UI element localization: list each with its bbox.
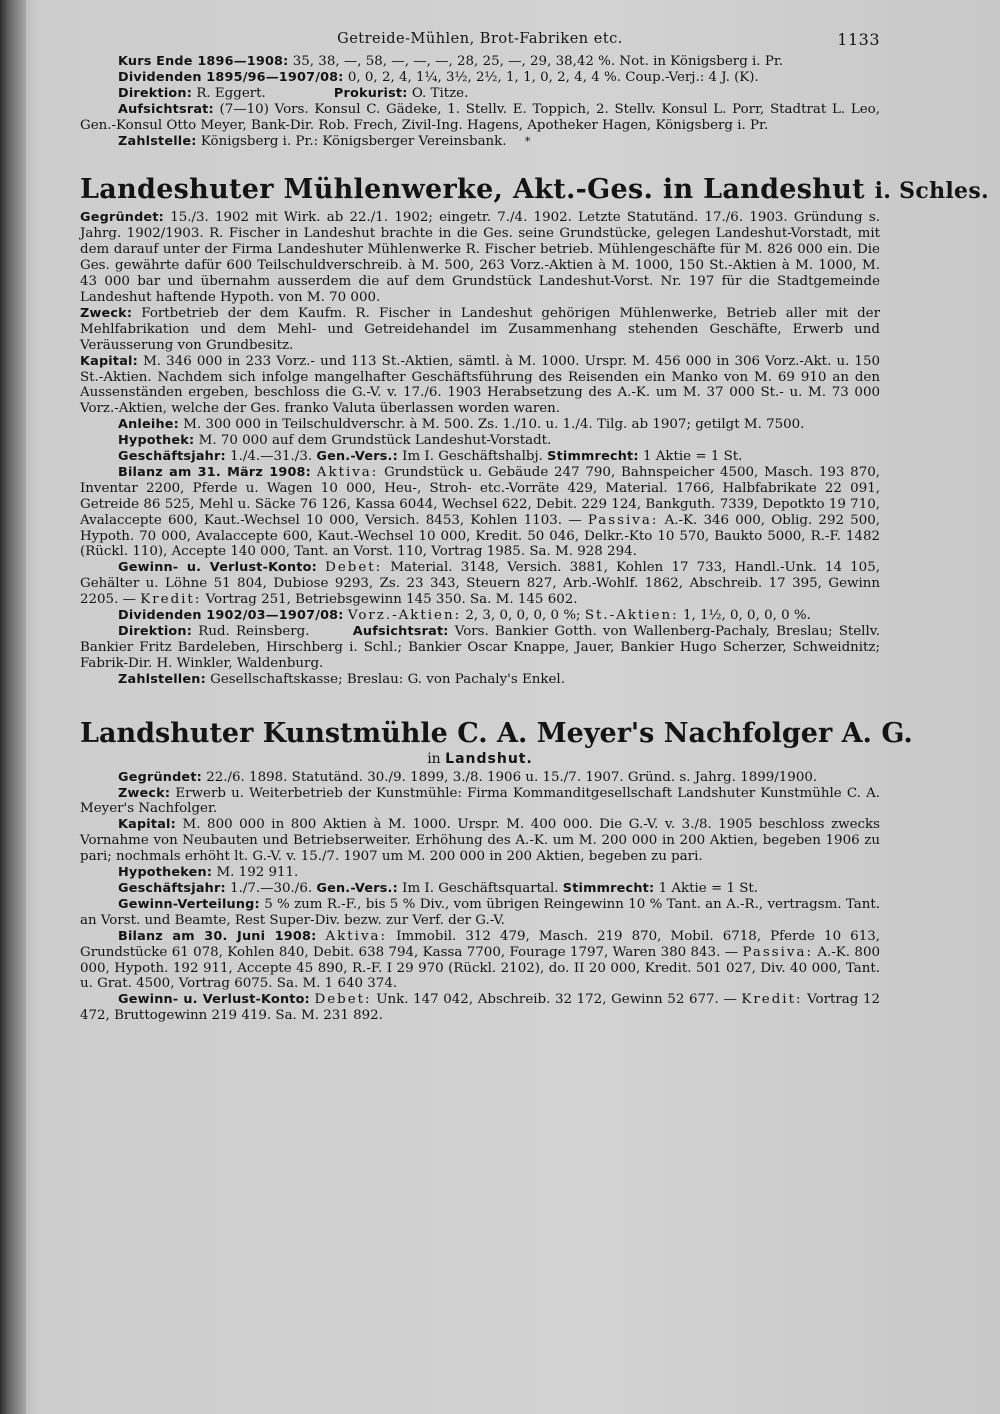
zahlstelle-line — [80, 134, 880, 150]
c2-gv-label: Gewinn-Verteilung: — [118, 896, 260, 912]
c2-zweck — [80, 786, 880, 818]
c2-hypotheken — [80, 865, 880, 881]
c1-genvers-text: Im I. Geschäftshalbj. — [402, 449, 543, 465]
c2-zweck-text: Erwerb u. Weiterbetrieb der Kunstmühle: Firma Kommanditgesellschaft Landshuter Kunstmühle C. A. Meyer's Nachfolger. — [80, 785, 880, 817]
c1-zweck-text: Fortbetrieb der dem Kaufm. R. Fischer in Landeshut gehörigen Mühlenwerke, Betrieb aller mit der Mehlfabrikation und dem Mehl- und Getreidehandel im Zusammenhang stehenden Geschäfte, Erwerb und Veräusserung von Grundbesitz. — [80, 305, 880, 353]
zahlstelle-text: Königsberg i. Pr.: Königsberger Vereinsbank. — [200, 133, 507, 149]
c1-kapital — [80, 354, 880, 418]
previous-company-tail — [80, 54, 880, 149]
c1-st-word: St.-Aktien: — [584, 608, 679, 624]
dividends-text: 0, 0, 2, 4, 1¼, 3½, 2½, 1, 1, 0, 2, 4, 4 %. Coup.-Verj.: 4 J. (K). — [347, 69, 759, 85]
c2-stimm-label: Stimmrecht: — [562, 880, 655, 896]
c2-bilanz-passiva: A.-K. 800 000, Hypoth. 192 911, Accepte 45 890, R.-F. I 29 970 (Rückl. 2102), do. II 20 000, Kredit. 501 027, Div. 40 000, Tant. u. Grat. 4500, Vortrag 6075. Sa. M. 1 640 374. — [80, 944, 880, 992]
c1-div-vorz: 2, 3, 0, 0, 0, 0 %; — [465, 608, 581, 624]
c1-div-st: 1, 1½, 0, 0, 0, 0 %. — [682, 608, 811, 624]
c2-genvers-text: Im I. Geschäftsquartal. — [402, 880, 559, 896]
c1-zs-label: Zahlstellen: — [118, 671, 206, 687]
c1-hypothek-label: Hypothek: — [118, 433, 195, 449]
c1-gegruendet-text: 15./3. 1902 mit Wirk. ab 22./1. 1902; eingetr. 7./4. 1902. Letzte Statutänd. 17./6. 1903. Gründung s. Jahrg. 1902/1903. R. Fischer in Landeshut brachte in die Ges. seine Grundstücke, gelegen Landeshut-Vorstadt, mit dem darauf unter der Firma Landeshuter Mühlenwerke R. Fischer betrieb. Mühlengeschäfte für M. 826 000 ein. Die Ges. gewährte dafür 600 Teilschuldverschreib. à M. 500, 263 Vorz.-Aktien à M. 1000, 150 St.-Aktien à M. 1000, M. 43 000 bar und übernahm ausserdem die auf dem Grundstück Landeshut-Vorst. Nr. 197 für die Stadtgemeinde Landeshut haftende Hypoth. von M. 70 000. — [80, 210, 880, 305]
c2-gegruendet-text: 22./6. 1898. Statutänd. 30./9. 1899, 3./8. 1906 u. 15./7. 1907. Gründ. s. Jahrg. 1899/1900. — [206, 769, 818, 785]
direktion-label: Direktion: — [118, 85, 193, 101]
c2-guv-debet: Unk. 147 042, Abschreib. 32 172, Gewinn 52 677. — — [376, 992, 737, 1008]
c1-ar-text: Vors. Bankier Gotth. von Wallenberg-Pachaly, Breslau; Stellv. Bankier Fritz Bardeleben, Hirschberg i. Schl.; Bankier Oscar Knappe, Jauer, Bankier Hugo Scherzer, Schweidnitz; Fabrik-Dir. H. Winkler, Waldenburg. — [80, 624, 880, 671]
c1-hypothek — [80, 433, 880, 449]
c1-dir-text: Rud. Reinsberg. — [198, 624, 310, 639]
company-landeshuter-muehlenwerke — [80, 173, 989, 687]
c1-bilanz-aktiva: Grundstück u. Gebäude 247 790, Bahnspeicher 4500, Masch. 193 870, Inventar 2200, Pferde u. Wagen 10 000, Heu-, Stroh- etc.-Vorräte 429, Material. 1766, Halbfabrikate 22 091, Getreide 86 525, Mehl u. Säcke 76 126, Kassa 6044, Wechsel 622, Debit. 229 124, Bankguth. 7339, Depotkto 19 710, Avalaccepte 600, Kaut.-Wechsel 10 000, Versich. 8453, Kohlen 1103. — — [80, 464, 880, 528]
c1-kapital-label: Kapital: — [80, 353, 138, 369]
zahlstelle-label: Zahlstelle: — [118, 133, 197, 149]
c1-gj-label: Geschäftsjahr: — [118, 449, 226, 465]
c2-stimm-text: 1 Aktie = 1 St. — [658, 880, 759, 896]
c2-kapital-text: M. 800 000 in 800 Aktien à M. 1000. Urspr. M. 400 000. Die G.-V. v. 3./8. 1905 beschloss zwecks Vornahme von Neubauten und Betriebserweiter. Erhöhung des A.-K. um M. 200 000 in 200 Aktien, begeben 1906 zu pari; nochmals erhöht lt. G.-V. v. 15./7. 1907 um M. 200 000 in 200 Aktien, begeben zu pari. — [80, 817, 880, 865]
prokurist-label: Prokurist: — [333, 85, 408, 101]
c2-bilanz-label: Bilanz am 30. Juni 1908: — [118, 928, 317, 944]
c2-gv-text: 5 % zum R.-F., bis 5 % Div., vom übrigen Reingewinn 10 % Tant. an A.-R., vertragsm. Tant. an Vorst. und Beamte, Rest Super-Div. bezw. zur Verf. der G.-V. — [80, 896, 880, 928]
direktion-line — [80, 86, 880, 102]
c1-bilanz-label: Bilanz am 31. März 1908: — [118, 464, 311, 480]
aufsichtsrat-line — [80, 102, 880, 134]
c1-div-label: Dividenden 1902/03—1907/08: — [118, 608, 344, 624]
c2-aktiva-word: Aktiva: — [325, 928, 388, 944]
c1-zweck-label: Zweck: — [80, 305, 133, 321]
aufsichtsrat-label: Aufsichtsrat: — [118, 101, 214, 117]
company2-sub-in: in — [427, 750, 441, 767]
c1-direktion — [80, 624, 880, 672]
c2-bilanz — [80, 929, 880, 993]
dividends-label: Dividenden 1895/96—1907/08: — [118, 69, 344, 85]
aufsichtsrat-text: (7—10) Vors. Konsul C. Gädeke, 1. Stellv. E. Toppich, 2. Stellv. Konsul L. Porr, Stadtrat L. Leo, Gen.-Konsul Otto Meyer, Bank-Dir. Rob. Frech, Zivil-Ing. Hagens, Apotheker Hagen, Königsberg i. Pr. — [80, 101, 880, 133]
page-number: 1133 — [837, 30, 880, 49]
c2-kapital-label: Kapital: — [118, 817, 176, 833]
star-mark: * — [524, 134, 531, 148]
kurs-text: 35, 38, —, 58, —, —, —, 28, 25, —, 29, 38,42 %. Not. in Königsberg i. Pr. — [292, 54, 784, 69]
c2-zweck-label: Zweck: — [118, 785, 171, 801]
c1-gegruendet — [80, 210, 880, 305]
c1-geschaeftsjahr — [80, 449, 880, 465]
company2-title: Landshuter Kunstmühle C. A. Meyer's Nachfolger A. G. — [80, 717, 913, 749]
c1-debet-word: Debet: — [325, 560, 383, 576]
c1-anleihe-text: M. 300 000 in Teilschuldverschr. à M. 500. Zs. 1./10. u. 1./4. Tilg. ab 1907; getilgt M. 7500. — [183, 417, 805, 433]
c2-guv-label: Gewinn- u. Verlust-Konto: — [118, 992, 310, 1008]
c1-hypothek-text: M. 70 000 auf dem Grundstück Landeshut-Vorstadt. — [198, 433, 552, 449]
kurs-label: Kurs Ende 1896—1908: — [118, 54, 289, 69]
c1-aktiva-word: Aktiva: — [316, 464, 379, 480]
c2-guv-kredit: Vortrag 12 472, Bruttogewinn 219 419. Sa. M. 231 892. — [80, 992, 881, 1024]
direktion-text: R. Eggert. — [196, 85, 266, 101]
c1-stimm-text: 1 Aktie = 1 St. — [642, 449, 743, 465]
page-content — [80, 28, 989, 1024]
c1-dir-label: Direktion: — [118, 624, 193, 639]
c1-gj-text: 1./4.—31./3. — [230, 449, 313, 465]
c1-anleihe-label: Anleihe: — [118, 417, 179, 433]
c2-gewinnverteilung — [80, 897, 880, 929]
dividends-line — [80, 70, 880, 86]
c2-hyp-text: M. 192 911. — [216, 865, 299, 881]
c1-kredit-word: Kredit: — [140, 592, 202, 608]
c1-guv-debet: Material. 3148, Versich. 3881, Kohlen 17 733, Handl.-Unk. 14 105, Gehälter u. Löhne 51 804, Dubiose 9293, Zs. 23 343, Steuern 827, Arb.-Wohlf. 1862, Abschreib. 17 395, Gewinn 2205. — — [80, 560, 880, 608]
c2-gegruendet — [80, 770, 880, 786]
c1-ar-label: Aufsichtsrat: — [352, 624, 449, 639]
c2-geschaeftsjahr — [80, 881, 880, 897]
c2-passiva-word: Passiva: — [742, 944, 813, 960]
running-header — [80, 28, 880, 54]
c1-zs-text: Gesellschaftskasse; Breslau: G. von Pachaly's Enkel. — [210, 671, 565, 687]
c1-zahlstellen — [80, 672, 880, 688]
c1-guv — [80, 560, 880, 608]
c1-zweck — [80, 306, 880, 354]
c2-gegruendet-label: Gegründet: — [118, 769, 202, 785]
c1-bilanz-passiva: A.-K. 346 000, Oblig. 292 500, Hypoth. 70 000, Avalaccepte 600, Kaut.-Wechsel 10 000, Kredit. 50 046, Delkr.-Kto 10 570, Baukto 5000, R.-F. 1482 (Rückl. 110), Accepte 140 000, Tant. an Vorst. 110, Vortrag 1985. Sa. M. 928 294. — [80, 512, 880, 560]
c1-dividenden — [80, 608, 880, 624]
c1-bilanz — [80, 465, 880, 560]
c1-genvers-label: Gen.-Vers.: — [316, 449, 398, 465]
c1-vorz-word: Vorz.-Aktien: — [347, 608, 462, 624]
c1-anleihe — [80, 417, 880, 433]
c2-genvers-label: Gen.-Vers.: — [316, 880, 398, 896]
company1-title-small: i. Schles. — [874, 178, 989, 205]
company2-subtitle — [80, 750, 880, 768]
kurs-line — [80, 54, 880, 70]
prokurist-text: O. Titze. — [411, 85, 469, 101]
c1-passiva-word: Passiva: — [587, 512, 659, 528]
c2-hyp-label: Hypotheken: — [118, 865, 213, 881]
c2-gj-label: Geschäftsjahr: — [118, 880, 226, 896]
c2-bilanz-aktiva: Immobil. 312 479, Masch. 219 870, Mobil. 6718, Pferde 10 613, Grundstücke 61 078, Kohlen 840, Debit. 638 794, Kassa 7700, Fourage 1797, Waren 380 843. — — [80, 928, 880, 960]
book-spine — [0, 0, 26, 1414]
c1-gegruendet-label: Gegründet: — [80, 210, 164, 226]
c1-stimm-label: Stimmrecht: — [547, 449, 639, 465]
c2-guv — [80, 992, 880, 1024]
c2-kapital — [80, 817, 880, 865]
company1-title-main: Landeshuter Mühlenwerke, Akt.-Ges. in Landeshut — [80, 174, 865, 206]
c1-kapital-text: M. 346 000 in 233 Vorz.- und 113 St.-Aktien, sämtl. à M. 1000. Urspr. M. 456 000 in 306 Vorz.-Akt. u. 150 St.-Aktien. Nachdem sich infolge mangelhafter Geschäftsführung des Reisenden ein Manko von M. 69 910 an den Aussenständen ergeben, beschloss die G.-V. v. 17./6. 1903 Herabsetzung des A.-K. um M. 37 000 St.- u. M. 73 000 Vorz.-Aktien, welche der Ges. franko Valuta überlassen worden waren. — [80, 353, 880, 417]
c1-guv-kredit: Vortrag 251, Betriebsgewinn 145 350. Sa. M. 145 602. — [205, 592, 578, 608]
c1-guv-label: Gewinn- u. Verlust-Konto: — [118, 560, 317, 576]
c2-kredit-word: Kredit: — [741, 992, 803, 1008]
company1-title — [80, 173, 989, 208]
company-landshuter-kunstmuehle — [80, 717, 913, 1025]
company2-sub-city: Landshut. — [445, 750, 533, 767]
c2-gj-text: 1./7.—30./6. — [230, 880, 313, 896]
header-title: Getreide-Mühlen, Brot-Fabriken etc. — [337, 31, 623, 47]
c2-debet-word: Debet: — [314, 992, 372, 1008]
